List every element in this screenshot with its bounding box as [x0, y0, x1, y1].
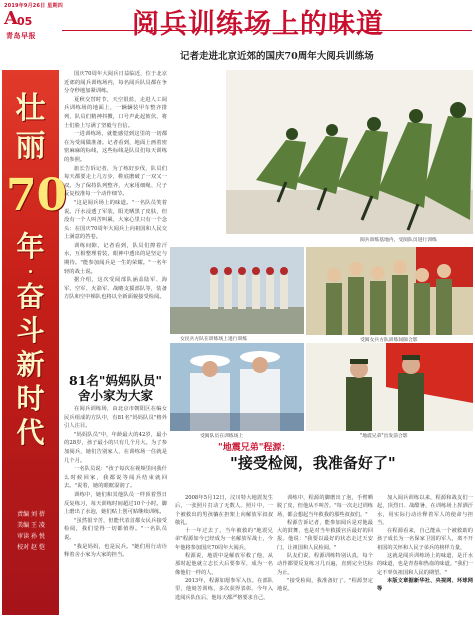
photo-women-camo-art — [306, 247, 473, 335]
photo-marching-soldiers-art — [226, 70, 473, 234]
banner-char: 丽 — [15, 129, 46, 164]
paragraph: "虽然很辛苦，但能代表首都女民兵接受检阅，我们觉得一切都值得。"一名队员说。 — [64, 517, 167, 541]
banner-seventy — [6, 170, 68, 221]
paragraph: 2008年5月12日，汶川特大地震发生后，一张照片打动了无数人。照片中，一个被救出的男孩躺在担架上向解放军叔叔敬礼。 — [175, 495, 273, 526]
bottom-lead: "地震兄弟"程源： — [218, 443, 291, 453]
paragraph: 旅长告诉记者，为了练好步伐，队员们每天都要走上几万步，鞋底磨破了一双又一双。为了保持队列整齐，大家用细绳、尺子反复校准每一个动作细节。 — [64, 165, 167, 198]
page-subtitle: 记者走进北京近郊的国庆70周年大阅兵训练场 — [180, 51, 374, 62]
banner-char: 奋 — [16, 280, 45, 313]
paragraph: 据介绍，这次受阅部队涵盖陆军、海军、空军、火箭军、战略支援部队等，装备方队和空中梯队也将以全新面貌接受检阅。 — [64, 277, 167, 301]
banner-char: 年 — [16, 230, 45, 263]
caption-5: "地震兄弟"出发前合影 — [360, 434, 408, 439]
banner-char: 壮 — [15, 91, 46, 126]
section-letter: A — [4, 8, 18, 29]
anniversary-banner — [2, 70, 68, 615]
paragraph: 程源告诉记者，能参加阅兵是对他最大的鼓舞，也是对当年救援官兵最好的回报。他说："我要以最好的状态走过天安门，让祖国和人民检阅。" — [277, 519, 373, 551]
paragraph: 程源说，地震中是解放军救了他，从那时起他就立志长大后要参军，成为一名像他们一样的人。 — [175, 553, 273, 576]
section-number: 05 — [17, 15, 33, 28]
paragraph: 一名队员说："孩子每次在视频里问我什么时候回家，我都说等阅兵结束就回去。"说着，她的眼眶湿润了。 — [64, 466, 167, 490]
photo-naval-honor-guard — [170, 343, 304, 431]
photo-women-camo — [306, 247, 473, 335]
credit-line: 审读 孙 悦 — [17, 533, 45, 540]
paragraph: "接受检阅，我准备好了。"程源坚定地说。 — [277, 577, 373, 593]
page-title: 阅兵训练场上的味道 — [132, 9, 384, 40]
photo-earthquake-brothers — [306, 343, 473, 431]
paragraph: "妈妈队员"中，年龄最大的42岁，最小的28岁，孩子最小的只有几个月大。为了参加阅兵，她们告别家人，在训练场一住就是几个月。 — [64, 431, 167, 464]
photo-earthquake-brothers-art — [306, 343, 473, 431]
photo-female-militia — [170, 247, 304, 334]
paragraph: 这就是阅兵训练场上的味道，是汗水的味道，也是青春和热血的味道。"我们一定不辜负祖国和人民的期望。" — [377, 553, 473, 576]
paragraph: "我是妈妈，也是民兵。"她们用行动诠释着舍小家为大家的担当。 — [64, 543, 167, 559]
caption-2: 女民兵方队在训练场上进行训练 — [180, 337, 248, 342]
sidebar-title-line: 舍小家为大家 — [77, 388, 153, 403]
paragraph: 队友们说，程源训练特别认真，每个动作都要反复练习几百遍，直到完全达标为止。 — [277, 553, 373, 576]
paragraph: 训练中，她们和其他队员一样顶着烈日反复练习，每天训练时间超过10个小时。脚上磨出了水泡，她们贴上创可贴继续训练。 — [64, 491, 167, 516]
paragraph: 一进训练场，就能感觉到这里的一切都在为受阅做准备。记者看到，地面上画着密密麻麻的标线，这些标线是队员们每天训练的参照。 — [64, 131, 167, 163]
paragraph: 2013年，程源如愿参军入伍。在部队里，他刻苦训练，多次获得表彰。今年入选阅兵队伍后，他每天都严格要求自己。 — [175, 577, 273, 601]
sidebar-story — [64, 405, 167, 560]
banner-char: 代 — [16, 416, 45, 449]
paragraph: 十一年过去了，当年被救的"地震兄弟"程源如今已经成为一名解放军战士，今年他将参加国庆70周年大阅兵。 — [175, 528, 273, 551]
caption-3: 受阅女兵方队训练间隙合影 — [360, 338, 418, 343]
paragraph: "这是阅兵场上的味道。"一名队员笑着说。汗水浸透了军装，阳光晒黑了皮肤，但没有一个人叫苦叫累，大家心里只有一个念头：在国庆70周年大阅兵上向祖国和人民交上满意的答卷。 — [64, 199, 167, 241]
paragraph: 夏秋交替时节，天空很蓝，走进人工阅兵训练场的地面上，一辆辆装甲车整齐排列，队员们精神抖擞，口号声此起彼伏，将士们脸上写满了坚毅与自信。 — [64, 96, 167, 129]
bottom-title: "接受检阅，我准备好了" — [230, 454, 396, 472]
left-article — [64, 70, 167, 302]
banner-credits — [6, 510, 56, 554]
photo-marching-soldiers — [226, 70, 473, 234]
paragraph: 国庆70周年大阅兵日益临近，位于北京近郊的阅兵训练场内，每名阅兵队员都在争分夺秒地加紧训练。 — [64, 71, 167, 95]
bottom-column-1 — [175, 494, 273, 602]
caption-1: 阅兵训练基地内，受阅队员进行训练 — [360, 238, 437, 243]
paragraph: 训练间隙，记者看到，队员们擦着汗水，互相整理着装，眼神中透出的是坚定与期待。"能参加阅兵是一生的荣耀。"一名年轻的战士说。 — [64, 242, 167, 275]
paragraph: 加入阅兵训练以来，程源和战友们一起，顶烈日、战酷暑，在训练场上挥洒汗水，用实际行动诠释着军人的使命与担当。 — [377, 495, 473, 526]
credit-line: 责编 刘 蓓 — [17, 511, 45, 518]
credit-line: 校对 赵 恺 — [17, 544, 45, 551]
photo-female-militia-art — [170, 247, 304, 334]
banner-number: 70 — [6, 170, 68, 221]
paragraph: 训练中，程源的脚磨出了泡，手臂晒脱了皮，但他从不叫苦。"每一次走过训练场，都会想起当年救我的那些叔叔们。" — [277, 495, 373, 518]
banner-char: 时 — [16, 382, 45, 415]
credit-line: 美编 王 凌 — [17, 522, 45, 529]
bottom-column-2 — [277, 494, 373, 594]
source-note: 本版文章据新华社、央视网、环球网等 — [377, 577, 473, 593]
banner-char: 斗 — [16, 314, 45, 347]
paragraph: 在程源看来，自己能从一个被救助的孩子成长为一名保家卫国的军人，离不开祖国的关怀和人民子弟兵的榜样力量。 — [377, 528, 473, 551]
paragraph: 在阅兵训练场，由北京市朝阳区在编女民兵组成的方队中，有81名"妈妈队员"格外引人注目。 — [64, 406, 167, 430]
sidebar-story-title — [64, 373, 167, 403]
photo-naval-honor-guard-art — [170, 343, 304, 431]
bottom-column-3 — [377, 494, 473, 594]
issue-date: 2019年9月26日 星期四 — [4, 3, 63, 9]
paper-name: 青岛早报 — [6, 32, 36, 40]
banner-char: 新 — [16, 348, 45, 381]
banner-slogan — [2, 230, 59, 450]
caption-4: 受阅队员在训练场上 — [200, 434, 244, 439]
sidebar-title-line: 81名"妈妈队员" — [69, 373, 162, 388]
banner-zhuangli — [2, 90, 59, 166]
banner-dot: · — [27, 262, 34, 281]
